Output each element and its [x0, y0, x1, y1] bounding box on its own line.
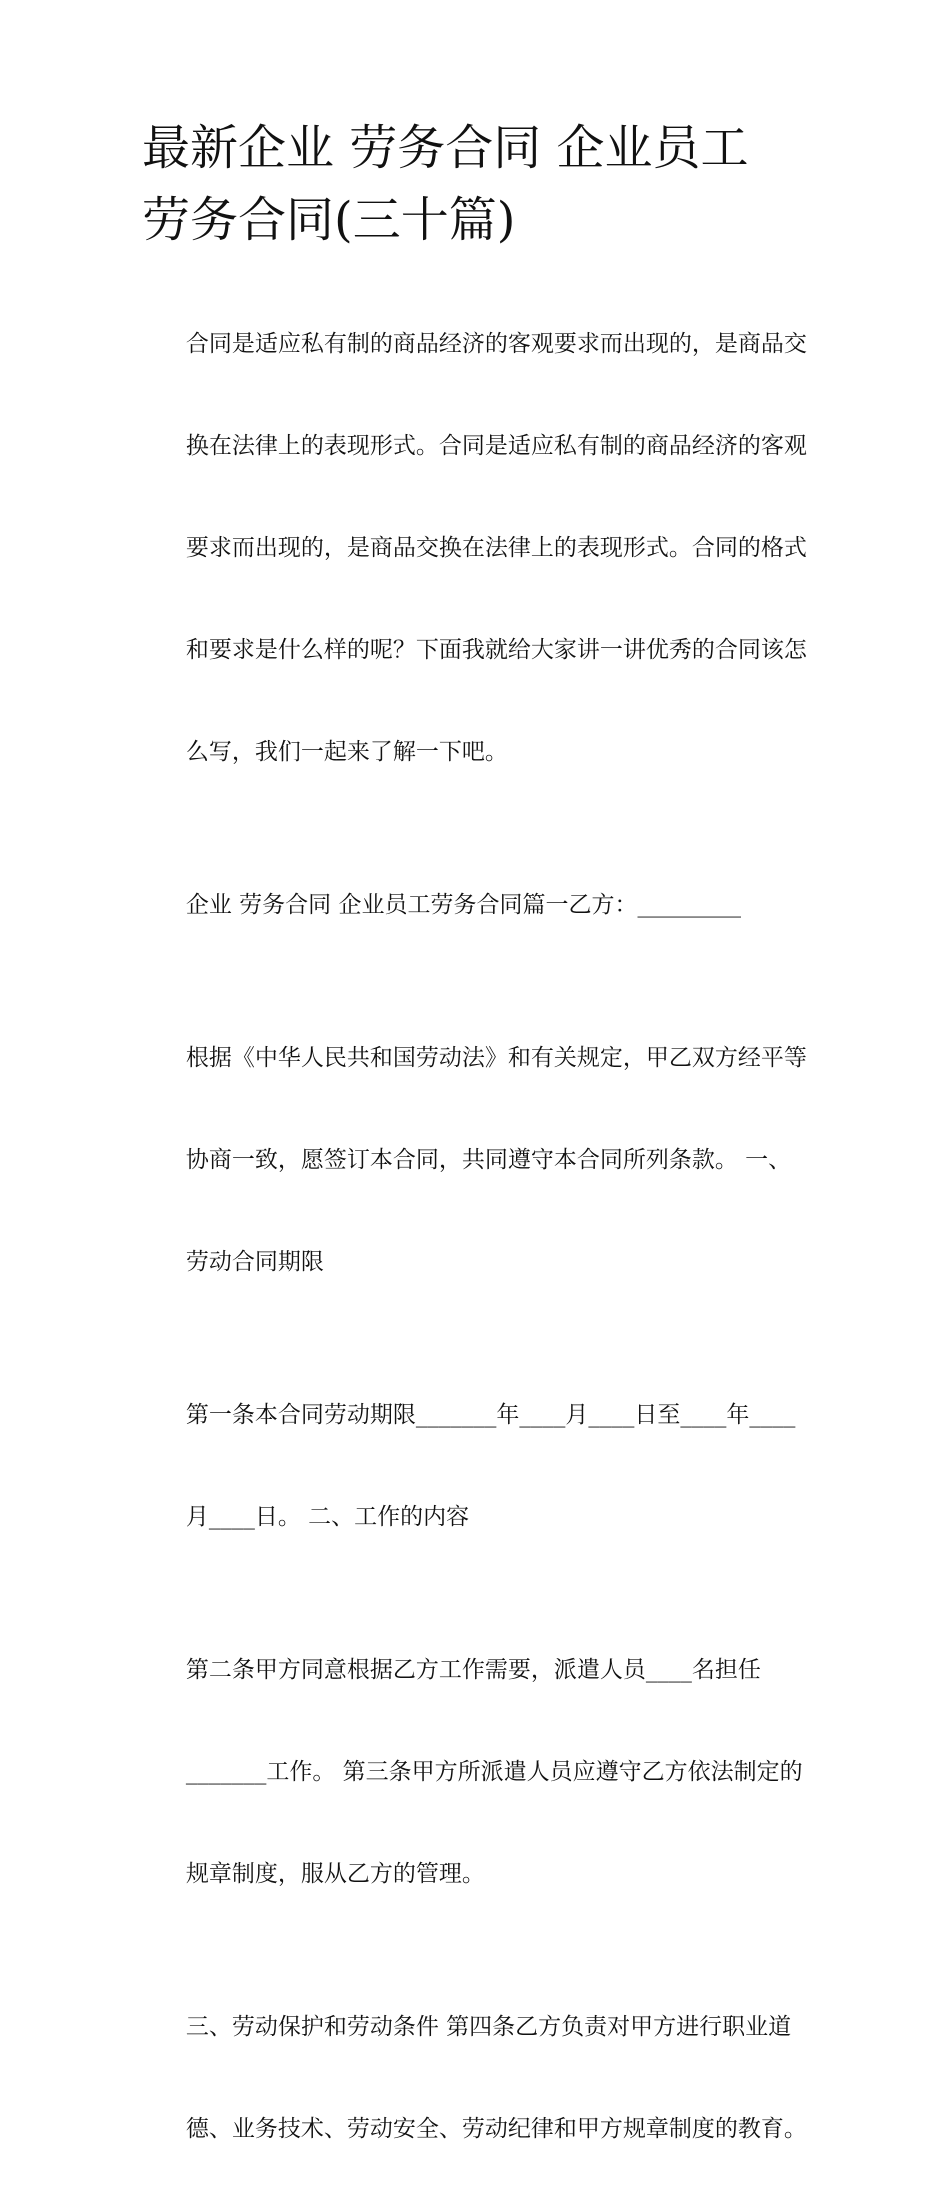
- text-line: 德、业务技术、劳动安全、劳动纪律和甲方规章制度的教育。: [185, 2116, 807, 2142]
- text-line: 企业 劳务合同 企业员工劳务合同篇一乙方：_________: [185, 892, 741, 918]
- article-1-paragraph: [142, 1339, 817, 1594]
- text-line: 第一条本合同劳动期限_______年____月____日至____年____: [185, 1402, 796, 1428]
- text-line: 三、劳动保护和劳动条件 第四条乙方负责对甲方进行职业道: [185, 2014, 792, 2040]
- text-line: 和要求是什么样的呢？下面我就给大家讲一讲优秀的合同该怎: [185, 637, 807, 663]
- article-4-paragraph: [142, 1951, 817, 2206]
- intro-paragraph: [142, 268, 817, 829]
- document-body: [142, 112, 817, 2206]
- text-line: 换在法律上的表现形式。合同是适应私有制的商品经济的客观: [185, 433, 807, 459]
- text-line: 根据《中华人民共和国劳动法》和有关规定，甲乙双方经平等: [185, 1045, 807, 1071]
- text-line: 第二条甲方同意根据乙方工作需要，派遣人员____名担任: [185, 1657, 761, 1683]
- article-2-3-paragraph: [142, 1594, 817, 1951]
- text-line: 要求而出现的，是商品交换在法律上的表现形式。合同的格式: [185, 535, 807, 561]
- document-title: [142, 112, 817, 256]
- title-line-2: 劳务合同(三十篇): [142, 192, 516, 248]
- text-line: 协商一致，愿签订本合同，共同遵守本合同所列条款。 一、: [185, 1147, 792, 1173]
- text-line: 么写，我们一起来了解一下吧。: [185, 739, 508, 765]
- text-line: 规章制度，服从乙方的管理。: [185, 1861, 485, 1887]
- title-line-1: 最新企业 劳务合同 企业员工: [142, 120, 749, 176]
- text-line: 合同是适应私有制的商品经济的客观要求而出现的，是商品交: [185, 331, 807, 357]
- text-line: 月____日。 二、工作的内容: [185, 1504, 470, 1530]
- preamble-paragraph: [142, 982, 817, 1339]
- section-heading-paragraph: [142, 829, 817, 982]
- text-line: _______工作。 第三条甲方所派遣人员应遵守乙方依法制定的: [185, 1759, 803, 1785]
- text-line: 劳动合同期限: [185, 1249, 324, 1275]
